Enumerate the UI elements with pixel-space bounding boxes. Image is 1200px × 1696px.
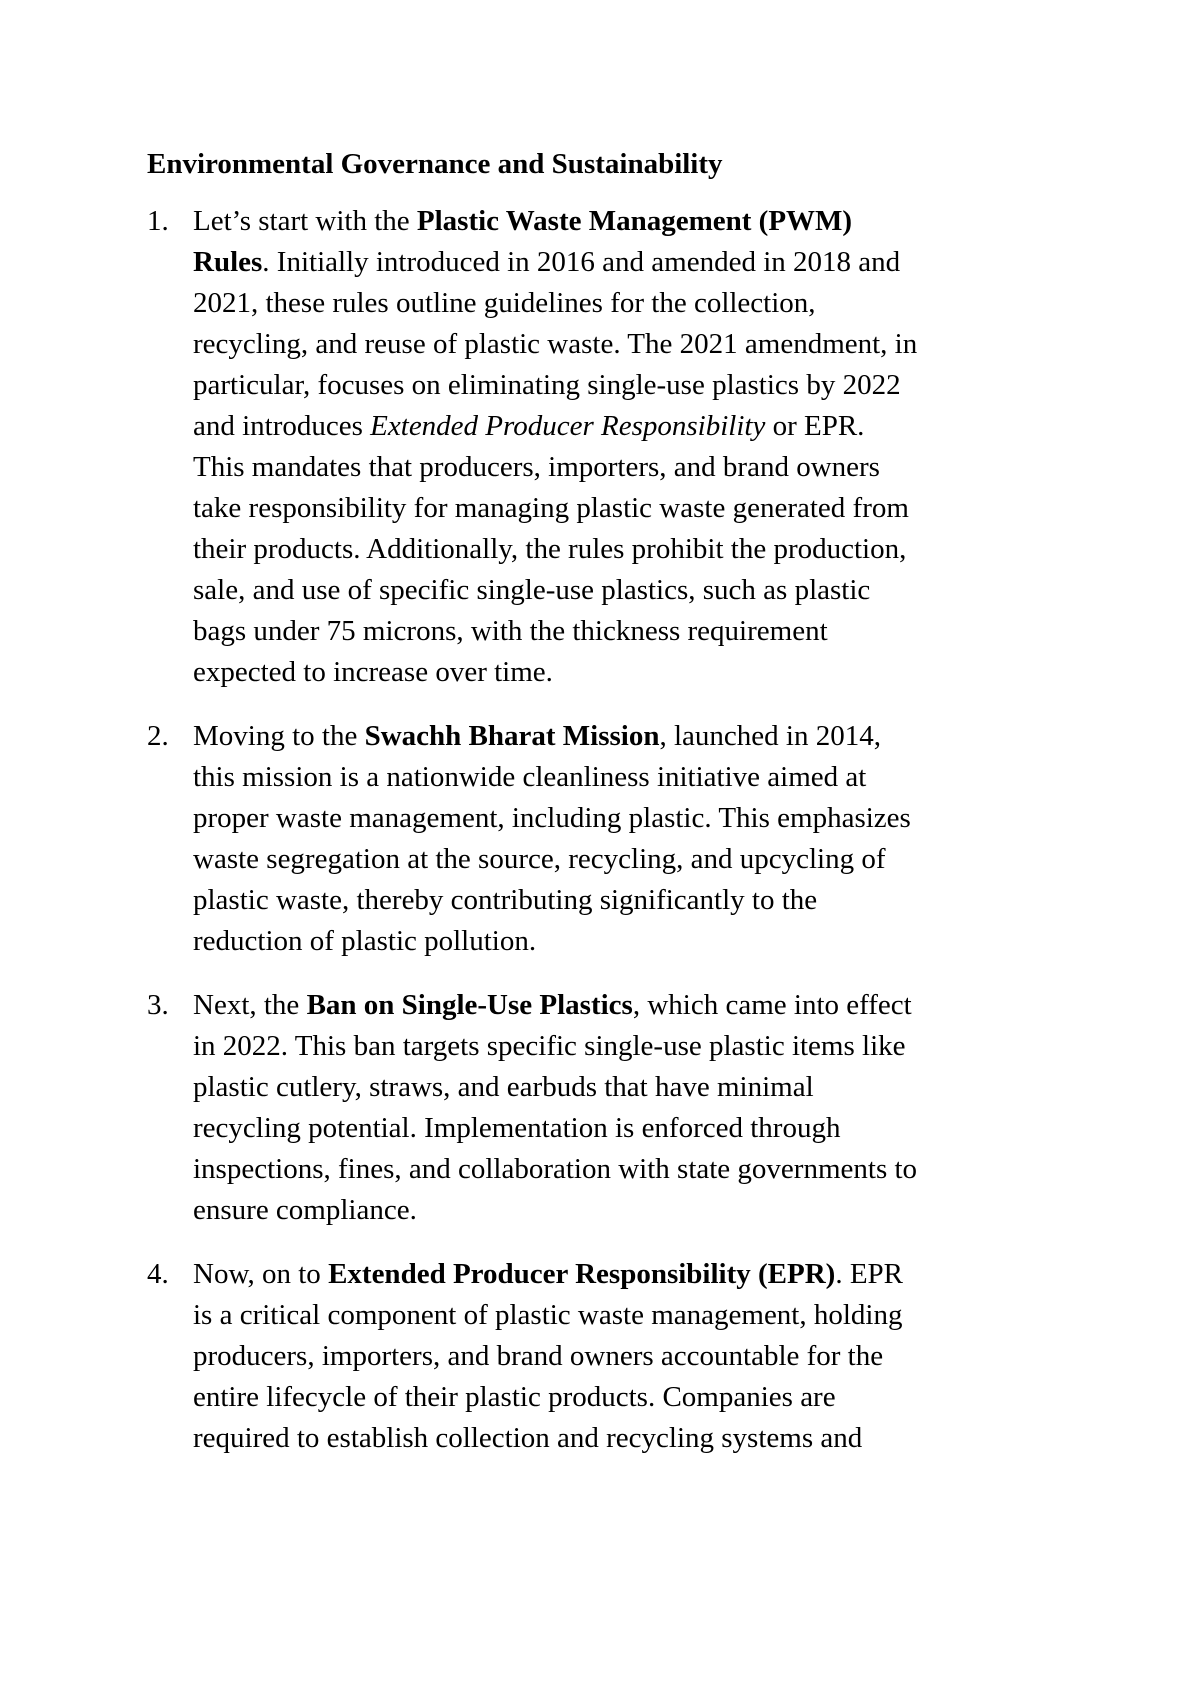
text-run: 2021, these rules outline guidelines for the collection,: [193, 287, 816, 319]
bold-term: Ban on Single-Use Plastics: [306, 989, 633, 1021]
text-run: expected to increase over time.: [193, 656, 553, 688]
text-line: [193, 365, 1067, 406]
text-run: Moving to the: [193, 720, 365, 752]
list-item-number: 1.: [147, 205, 169, 237]
text-line: [193, 242, 1067, 283]
text-run: Now, on to: [193, 1258, 329, 1290]
text-line: [193, 1254, 1067, 1295]
document-title: Environmental Governance and Sustainability: [147, 148, 723, 180]
text-run: required to establish collection and recycling systems and: [193, 1422, 863, 1454]
text-line: [193, 283, 1067, 324]
text-line: [193, 1295, 1067, 1336]
text-run: waste segregation at the source, recycling, and upcycling of: [193, 843, 886, 875]
text-line: [193, 1067, 1067, 1108]
text-run: This mandates that producers, importers, and brand owners: [193, 451, 880, 483]
numbered-list: [147, 201, 1067, 1459]
text-run: in 2022. This ban targets specific single-use plastic items like: [193, 1030, 906, 1062]
text-run: this mission is a nationwide cleanliness initiative aimed at: [193, 761, 867, 793]
document-page: [147, 144, 1067, 1482]
text-line: [193, 488, 1067, 529]
text-line: [193, 1108, 1067, 1149]
text-line: [193, 529, 1067, 570]
list-item: [147, 716, 1067, 962]
text-line: [193, 1190, 1067, 1231]
text-run: plastic waste, thereby contributing significantly to the: [193, 884, 818, 916]
text-line: [193, 1377, 1067, 1418]
text-line: [193, 798, 1067, 839]
bold-term: Plastic Waste Management (PWM): [416, 205, 853, 237]
bold-term: Swachh Bharat Mission: [364, 720, 660, 752]
text-line: [193, 201, 1067, 242]
text-run: take responsibility for managing plastic waste generated from: [193, 492, 909, 524]
text-line: [193, 652, 1067, 693]
text-run: Next, the: [193, 989, 307, 1021]
text-run: their products. Additionally, the rules prohibit the production,: [193, 533, 907, 565]
text-line: [193, 880, 1067, 921]
list-item: [147, 1254, 1067, 1459]
text-line: [193, 611, 1067, 652]
list-item: [147, 201, 1067, 693]
text-run: recycling, and reuse of plastic waste. The 2021 amendment, in: [193, 328, 918, 360]
italic-term: Extended Producer Responsibility: [370, 410, 766, 442]
text-run: , launched in 2014,: [659, 720, 881, 752]
text-run: inspections, fines, and collaboration with state governments to: [193, 1153, 918, 1185]
text-line: [193, 839, 1067, 880]
list-item-number: 4.: [147, 1258, 169, 1290]
text-run: plastic cutlery, straws, and earbuds that have minimal: [193, 1071, 814, 1103]
text-run: proper waste management, including plastic. This emphasizes: [193, 802, 911, 834]
list-item-paragraph: [193, 985, 1067, 1231]
text-run: producers, importers, and brand owners accountable for the: [193, 1340, 884, 1372]
text-line: [193, 570, 1067, 611]
text-run: and introduces: [193, 410, 371, 442]
text-run: particular, focuses on eliminating single-use plastics by 2022: [193, 369, 901, 401]
list-item-paragraph: [193, 1254, 1067, 1459]
text-run: . EPR: [835, 1258, 904, 1290]
bold-term: Rules: [193, 246, 263, 278]
text-line: [193, 324, 1067, 365]
bold-term: Extended Producer Responsibility (EPR): [328, 1258, 836, 1290]
list-item-number: 3.: [147, 989, 169, 1021]
text-line: [193, 1418, 1067, 1459]
text-run: entire lifecycle of their plastic products. Companies are: [193, 1381, 836, 1413]
text-run: , which came into effect: [632, 989, 912, 1021]
text-run: is a critical component of plastic waste management, holding: [193, 1299, 903, 1331]
list-item-number: 2.: [147, 720, 169, 752]
text-line: [193, 447, 1067, 488]
list-item-paragraph: [193, 201, 1067, 693]
text-line: [193, 1026, 1067, 1067]
text-line: [193, 757, 1067, 798]
text-line: [193, 1149, 1067, 1190]
text-run: Let’s start with the: [193, 205, 417, 237]
text-line: [193, 406, 1067, 447]
text-run: recycling potential. Implementation is enforced through: [193, 1112, 841, 1144]
text-line: [193, 985, 1067, 1026]
text-run: . Initially introduced in 2016 and amended in 2018 and: [262, 246, 901, 278]
text-run: sale, and use of specific single-use plastics, such as plastic: [193, 574, 871, 606]
text-line: [193, 921, 1067, 962]
list-item: [147, 985, 1067, 1231]
text-run: bags under 75 microns, with the thickness requirement: [193, 615, 828, 647]
list-item-paragraph: [193, 716, 1067, 962]
text-run: reduction of plastic pollution.: [193, 925, 537, 957]
text-run: or EPR.: [765, 410, 865, 442]
text-line: [193, 1336, 1067, 1377]
text-run: ensure compliance.: [193, 1194, 417, 1226]
text-line: [193, 716, 1067, 757]
